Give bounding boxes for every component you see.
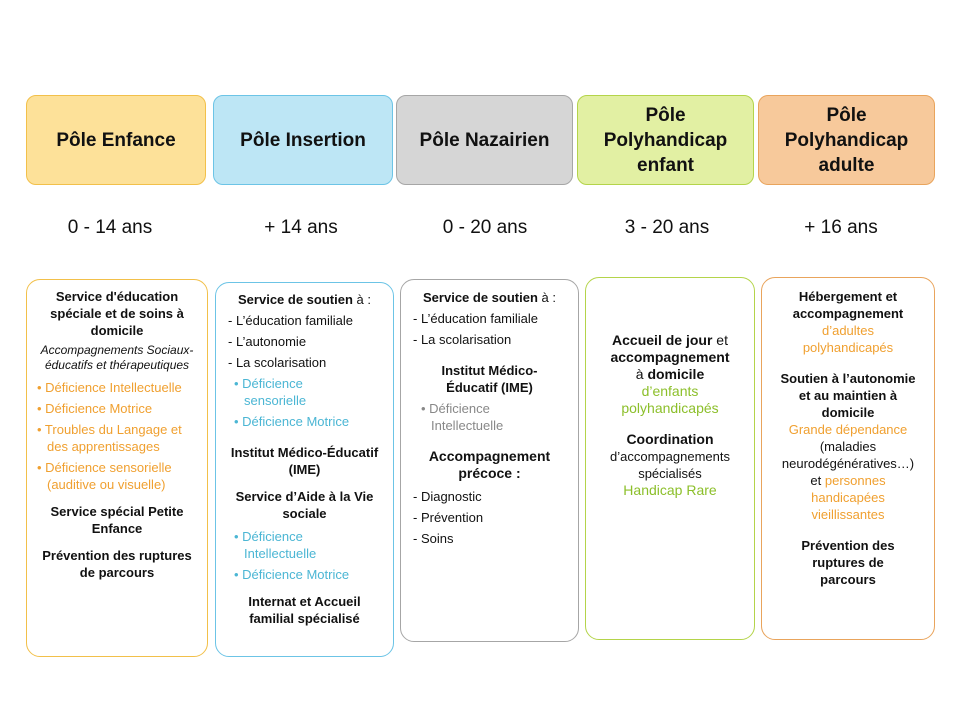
- list-item: • Déficience sensorielle (auditive ou visuelle): [37, 460, 172, 492]
- prevention-title: Prévention des ruptures de parcours: [42, 548, 192, 580]
- prevention-title: Prévention des ruptures de parcours: [801, 538, 895, 587]
- handicap-rare: Handicap Rare: [623, 482, 717, 498]
- list-item: • Déficience Intellectuelle: [421, 401, 504, 433]
- list-item: • Troubles du Langage et des apprentissages: [37, 422, 182, 454]
- grande-dependance: Grande dépendance: [788, 422, 908, 437]
- personnes-vieillissantes: personnes handicapées vieillissantes: [811, 473, 886, 522]
- deficience-list: [226, 528, 383, 583]
- header-pole-polyhandicap-enfant: [577, 95, 754, 185]
- sessad-subtitle: Accompagnements Sociaux-éducatifs et thérapeutiques: [40, 343, 194, 372]
- soutien-suffix: à :: [537, 290, 556, 305]
- soutien-suffix: à :: [352, 292, 371, 307]
- accueil-label: Accueil de jour: [612, 332, 713, 348]
- header-pole-polyhandicap-adulte: [758, 95, 935, 185]
- age-range-nazairien: 0 - 20 ans: [442, 217, 528, 238]
- list-item: • Déficience Intellectuelle: [37, 380, 182, 395]
- list-item: • Déficience Motrice: [234, 567, 350, 582]
- list-item: - L’éducation familiale: [413, 311, 539, 326]
- list-item: - L’autonomie: [228, 334, 307, 349]
- accompagnement-label: accompagnement: [610, 349, 730, 365]
- deficience-list: [37, 379, 197, 493]
- domicile-label: domicile: [647, 366, 705, 382]
- list-item: - La scolarisation: [413, 332, 512, 347]
- soutien-label: Service de soutien: [423, 290, 538, 305]
- age-range-polyhandicap-enfant: 3 - 20 ans: [624, 217, 710, 238]
- accueil-et: et: [712, 332, 728, 348]
- list-item: - Diagnostic: [413, 489, 482, 504]
- et-text: et: [810, 473, 825, 488]
- soutien-heading: [226, 291, 383, 308]
- deficience-list: [226, 375, 383, 430]
- hebergement-title: Hébergement et accompagnement: [792, 289, 904, 321]
- personnes-block: [772, 472, 924, 523]
- maladies-text: (maladies neurodégénératives…): [781, 439, 915, 471]
- adultes-polyhandicapes: d’adultes polyhandicapés: [802, 323, 894, 355]
- age-range-enfance: 0 - 14 ans: [67, 217, 153, 238]
- list-item: - Soins: [413, 531, 454, 546]
- pole-title: Pôle Polyhandicap enfant: [603, 104, 728, 176]
- pole-title: Pôle Enfance: [56, 129, 176, 151]
- list-item: - Prévention: [413, 510, 484, 525]
- soutien-heading: [411, 289, 568, 306]
- coordination-text: d’accompagnements spécialisés: [610, 449, 730, 481]
- petite-enfance-title: Service spécial Petite Enfance: [50, 504, 184, 536]
- enfants-polyhandicapes: d’enfants polyhandicapés: [621, 383, 719, 416]
- soutien-autonomie-title: Soutien à l’autonomie et au maintien à domicile: [780, 371, 916, 420]
- internat-title: Internat et Accueil familial spécialisé: [248, 594, 361, 626]
- card-pole-nazairien: [400, 279, 579, 642]
- ime-title: Institut Médico-Éducatif (IME): [230, 445, 379, 477]
- pole-title: Pôle Insertion: [240, 129, 366, 151]
- list-item: • Déficience Motrice: [234, 414, 350, 429]
- list-item: - L’éducation familiale: [228, 313, 354, 328]
- age-range-polyhandicap-adulte: + 16 ans: [804, 217, 878, 238]
- list-item: • Déficience Motrice: [37, 401, 153, 416]
- header-pole-enfance: [26, 95, 206, 185]
- age-range-insertion: + 14 ans: [264, 217, 338, 238]
- card-pole-polyhandicap-enfant: [585, 277, 755, 640]
- header-pole-nazairien: [396, 95, 573, 185]
- savs-title: Service d’Aide à la Vie sociale: [235, 489, 374, 521]
- accueil-a: à: [635, 366, 648, 382]
- list-item: • Déficience Intellectuelle: [234, 529, 317, 561]
- ime-title: Institut Médico-Éducatif (IME): [441, 363, 538, 395]
- coordination-title: Coordination: [626, 431, 714, 447]
- card-pole-polyhandicap-adulte: [761, 277, 935, 640]
- list-item: • Déficience sensorielle: [234, 376, 307, 408]
- accueil-block: [596, 332, 744, 383]
- pole-title: Pôle Nazairien: [419, 129, 550, 151]
- card-pole-enfance: [26, 279, 208, 657]
- header-pole-insertion: [213, 95, 393, 185]
- soutien-label: Service de soutien: [238, 292, 353, 307]
- precoce-title: Accompagnement précoce :: [428, 448, 551, 481]
- card-pole-insertion: [215, 282, 394, 657]
- list-item: - La scolarisation: [228, 355, 327, 370]
- pole-title: Pôle Polyhandicap adulte: [784, 104, 909, 176]
- sessad-title: Service d'éducation spéciale et de soins à domicile: [50, 289, 184, 338]
